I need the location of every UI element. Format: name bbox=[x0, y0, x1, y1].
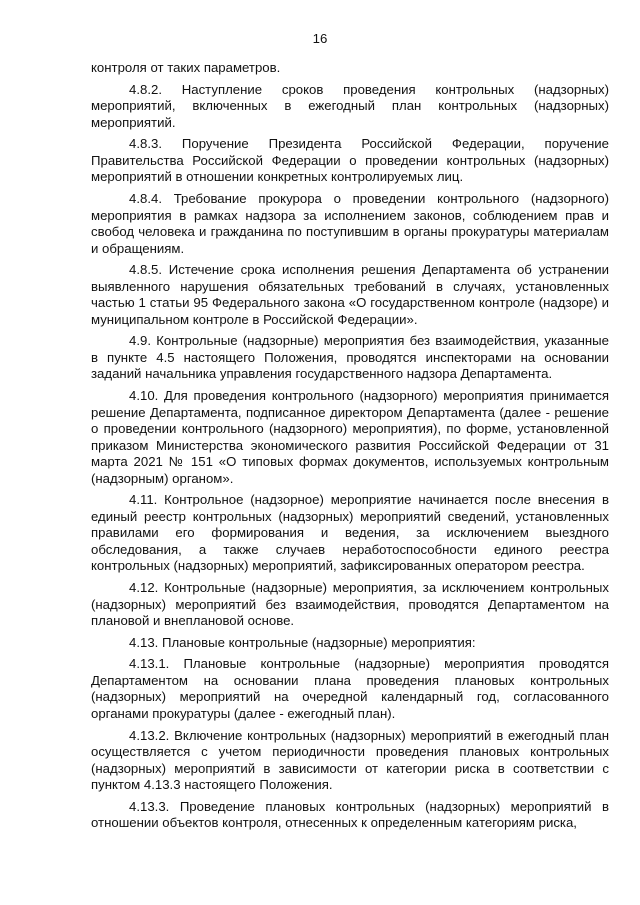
paragraph-4-8-5: 4.8.5. Истечение срока исполнения решения Департамента об устранении выявленного нарушения обязательных требований в случаях, установленных частью 1 статьи 95 Федерального закона «О государственном контроле (надзоре) и муниципальном контроле в Российской Федерации». bbox=[91, 262, 609, 327]
paragraph-4-13-1: 4.13.1. Плановые контрольные (надзорные) мероприятия проводятся Департаментом на основании плана проведения плановых контрольных (надзорных) мероприятий на очередной календарный год, согласованного органами прокуратуры (далее - ежегодный план). bbox=[91, 656, 609, 721]
paragraph-continuation: контроля от таких параметров. bbox=[91, 60, 281, 75]
paragraph-4-12: 4.12. Контрольные (надзорные) мероприятия, за исключением контрольных (надзорных) мероприятий без взаимодействия, проводятся Департаментом на плановой и внеплановой основе. bbox=[91, 580, 609, 628]
paragraph-4-13-3: 4.13.3. Проведение плановых контрольных (надзорных) мероприятий в отношении объектов контроля, отнесенных к определенным категориям риска, bbox=[91, 798, 609, 831]
paragraph-4-8-2: 4.8.2. Наступление сроков проведения контрольных (надзорных) мероприятий, включенных в ежегодный план контрольных (надзорных) мероприятий. bbox=[91, 81, 609, 130]
paragraph-4-10: 4.10. Для проведения контрольного (надзорного) мероприятия принимается решение Департамента, подписанное директором Департамента (далее - решение о проведении контрольного (надзорного) мероприятия), по форме, установленной приказом Министерства экономического развития Российской Федерации от 31 марта 2021 № 151 «О типовых формах документов, используемых контрольным (надзорным) органом». bbox=[91, 388, 609, 486]
paragraph-4-8-3: 4.8.3. Поручение Президента Российской Федерации, поручение Правительства Российской Федерации о проведении контрольных (надзорных) мероприятий в отношении конкретных контролируемых лиц. bbox=[91, 136, 609, 185]
paragraph-4-8-4: 4.8.4. Требование прокурора о проведении контрольного (надзорного) мероприятия в рамках надзора за исполнением законов, соблюдением прав и свобод человека и гражданина по поступившим в органы прокуратуры материалам и обращениям. bbox=[91, 191, 609, 256]
paragraph-4-13: 4.13. Плановые контрольные (надзорные) мероприятия: bbox=[129, 634, 476, 650]
paragraph-4-11: 4.11. Контрольное (надзорное) мероприятие начинается после внесения в единый реестр контрольных (надзорных) мероприятий сведений, установленных правилами его формирования и ведения, за исключением выездного обследования, а также случаев неработоспособности единого реестра контрольных (надзорных) мероприятий, зафиксированных оператором реестра. bbox=[91, 492, 609, 574]
document-body bbox=[91, 60, 609, 832]
paragraph-4-13-2: 4.13.2. Включение контрольных (надзорных) мероприятий в ежегодный план осуществляется с учетом периодичности проведения плановых контрольных (надзорных) мероприятий в зависимости от категории риска в соответствии с пунктом 4.13.3 настоящего Положения. bbox=[91, 727, 609, 793]
page-number: 16 bbox=[312, 31, 328, 46]
paragraph-4-9: 4.9. Контрольные (надзорные) мероприятия без взаимодействия, указанные в пункте 4.5 настоящего Положения, проводятся инспекторами на основании заданий начальника управления государственного надзора Департамента. bbox=[91, 333, 609, 382]
